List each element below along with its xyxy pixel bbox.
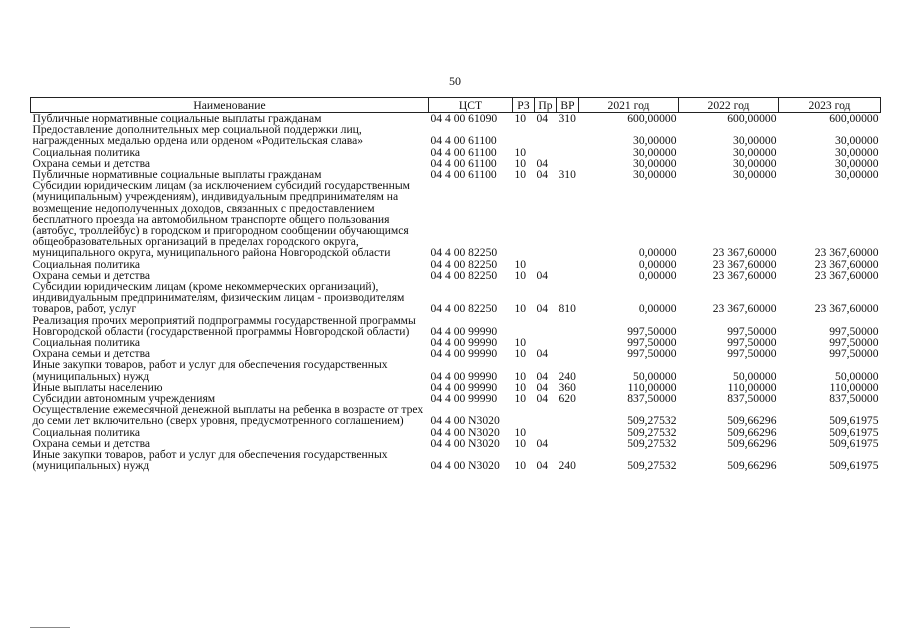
table-row [31, 315, 881, 337]
row-value-2023: 600,00000 [829, 112, 879, 125]
row-value-2023: 30,00000 [835, 156, 879, 170]
row-vr: 810 [558, 302, 576, 316]
row-name: Социальная политика [32, 425, 141, 439]
page-number: 50 [449, 74, 461, 88]
row-pr [535, 404, 557, 426]
row-pr: 04 [536, 168, 549, 182]
row-name: Социальная политика [32, 145, 141, 159]
row-rz: 10 [514, 369, 527, 383]
row-name: Иные выплаты населению [32, 380, 163, 394]
row-rz: 10 [514, 257, 527, 271]
row-name: Публичные нормативные социальные выплаты гражданам [32, 112, 322, 125]
row-value-2022: 23 367,60000 [712, 257, 777, 271]
budget-table [30, 97, 881, 472]
row-value-2023: 509,61975 [829, 436, 879, 450]
row-value-2023: 23 367,60000 [814, 246, 879, 260]
row-name: Реализация прочих мероприятий подпрограммы государственной программы Новгородской области (государственной программы Новгородской области) [32, 313, 416, 338]
row-cst: 04 4 00 99990 [430, 324, 498, 338]
row-name: Субсидии юридическим лицам (за исключением субсидий государственным (муниципальным) учреждениям), индивидуальным предпринимателям на возмещение недополученных доходов, связанных с предоставлением бесплатного проезда на автомобильном транспорте общего пользования (автобус, троллейбус) в городском и пригородном сообщении обучающимся общеобразовательных организаций в пределах городского округа, муниципального округа, муниципального района Новгородской области [32, 179, 410, 260]
row-name: Охрана семьи и детства [32, 268, 151, 282]
row-rz: 10 [514, 112, 527, 125]
row-value-2022: 509,66296 [727, 436, 777, 450]
row-value-2023: 23 367,60000 [814, 257, 879, 271]
table-row [31, 449, 881, 471]
table-row [31, 180, 881, 258]
row-vr: 310 [558, 168, 576, 182]
header-vr: ВР [557, 98, 579, 113]
row-name: Охрана семьи и детства [32, 347, 151, 361]
row-vr [557, 404, 579, 426]
row-value-2023: 509,61975 [829, 459, 879, 473]
row-value-2021: 509,27532 [627, 459, 677, 473]
row-cst: 04 4 00 61100 [430, 168, 497, 182]
row-value-2021: 30,00000 [633, 134, 677, 148]
header-2022: 2022 год [679, 98, 779, 113]
row-vr [557, 259, 579, 270]
header-cst: ЦСТ [429, 98, 513, 113]
row-value-2023: 30,00000 [835, 134, 879, 148]
row-value-2021: 600,00000 [627, 112, 677, 125]
row-value-2022: 509,66296 [727, 425, 777, 439]
row-vr [557, 124, 579, 146]
table-row [31, 124, 881, 146]
row-pr: 04 [536, 392, 549, 406]
row-name: Охрана семьи и детства [32, 156, 151, 170]
row-pr: 04 [536, 436, 549, 450]
row-rz: 10 [514, 425, 527, 439]
row-value-2021: 30,00000 [633, 145, 677, 159]
row-pr: 04 [536, 347, 549, 361]
row-rz [513, 124, 535, 146]
row-value-2022: 110,00000 [727, 380, 777, 394]
row-cst: 04 4 00 N3020 [430, 459, 500, 473]
row-rz: 10 [514, 268, 527, 282]
row-value-2021: 0,00000 [638, 246, 677, 260]
row-cst: 04 4 00 82250 [430, 246, 498, 260]
row-value-2021: 0,00000 [638, 268, 677, 282]
row-rz [513, 404, 535, 426]
row-rz: 10 [514, 145, 527, 159]
header-rz: РЗ [513, 98, 535, 113]
row-name: Социальная политика [32, 257, 141, 271]
row-value-2023: 997,50000 [829, 324, 879, 338]
table-header-row [31, 98, 881, 113]
row-value-2023: 997,50000 [829, 336, 879, 350]
row-value-2022: 30,00000 [733, 156, 777, 170]
row-name: Субсидии юридическим лицам (кроме некоммерческих организаций), индивидуальным предпринимателям, физическим лицам - производителям товаров, работ, услуг [32, 280, 405, 316]
row-value-2021: 997,50000 [627, 347, 677, 361]
row-cst: 04 4 00 82250 [430, 257, 498, 271]
row-cst: 04 4 00 82250 [430, 302, 498, 316]
row-value-2023: 997,50000 [829, 347, 879, 361]
row-cst: 04 4 00 61100 [430, 134, 497, 148]
row-value-2023: 110,00000 [829, 380, 879, 394]
row-value-2021: 0,00000 [638, 257, 677, 271]
row-cst: 04 4 00 N3020 [430, 425, 500, 439]
row-cst: 04 4 00 99990 [430, 369, 498, 383]
row-value-2023: 509,61975 [829, 414, 879, 428]
row-cst: 04 4 00 61090 [430, 112, 498, 125]
row-name: Публичные нормативные социальные выплаты гражданам [32, 168, 322, 182]
row-pr: 04 [536, 380, 549, 394]
row-name: Социальная политика [32, 336, 141, 350]
row-cst: 04 4 00 99990 [430, 380, 498, 394]
row-vr [557, 270, 579, 281]
row-value-2022: 837,50000 [727, 392, 777, 406]
header-2021: 2021 год [579, 98, 679, 113]
row-pr [535, 180, 557, 258]
row-value-2023: 30,00000 [835, 168, 879, 182]
row-value-2022: 30,00000 [733, 145, 777, 159]
row-value-2021: 509,27532 [627, 414, 677, 428]
row-vr [557, 438, 579, 449]
row-cst: 04 4 00 N3020 [430, 436, 500, 450]
row-value-2021: 110,00000 [627, 380, 677, 394]
row-value-2021: 509,27532 [627, 436, 677, 450]
row-cst: 04 4 00 61100 [430, 145, 497, 159]
row-value-2021: 997,50000 [627, 324, 677, 338]
row-value-2021: 0,00000 [638, 302, 677, 316]
row-value-2023: 30,00000 [835, 145, 879, 159]
row-rz: 10 [514, 436, 527, 450]
row-pr [535, 124, 557, 146]
row-value-2022: 30,00000 [733, 168, 777, 182]
row-rz: 10 [514, 380, 527, 394]
header-2023: 2023 год [779, 98, 881, 113]
table-row [31, 359, 881, 381]
header-pr: Пр [535, 98, 557, 113]
row-value-2021: 30,00000 [633, 156, 677, 170]
row-cst: 04 4 00 82250 [430, 268, 498, 282]
row-value-2021: 837,50000 [627, 392, 677, 406]
table-row [31, 281, 881, 315]
row-value-2022: 509,66296 [727, 414, 777, 428]
row-vr: 310 [558, 112, 576, 125]
row-cst: 04 4 00 99990 [430, 336, 498, 350]
row-value-2021: 30,00000 [633, 168, 677, 182]
row-rz: 10 [514, 156, 527, 170]
row-value-2022: 50,00000 [733, 369, 777, 383]
row-name: Охрана семьи и детства [32, 436, 151, 450]
row-vr: 360 [558, 380, 576, 394]
row-rz: 10 [514, 392, 527, 406]
row-name: Иные закупки товаров, работ и услуг для обеспечения государственных (муниципальных) нужд [32, 358, 388, 383]
row-value-2022: 23 367,60000 [712, 246, 777, 260]
row-value-2022: 997,50000 [727, 336, 777, 350]
row-pr: 04 [536, 112, 549, 125]
row-pr [535, 315, 557, 337]
row-vr: 620 [558, 392, 576, 406]
table-body [31, 113, 881, 472]
row-vr [557, 337, 579, 348]
row-rz: 10 [514, 302, 527, 316]
row-value-2021: 997,50000 [627, 336, 677, 350]
row-name: Осуществление ежемесячной денежной выплаты на ребенка в возрасте от трех до семи лет включительно (сверх уровня, предусмотренного соглашением) [32, 403, 424, 428]
row-cst: 04 4 00 61100 [430, 156, 497, 170]
table-row [31, 404, 881, 426]
row-cst: 04 4 00 99990 [430, 392, 498, 406]
row-rz: 10 [514, 347, 527, 361]
row-value-2022: 23 367,60000 [712, 302, 777, 316]
row-name: Иные закупки товаров, работ и услуг для обеспечения государственных (муниципальных) нужд [32, 448, 388, 473]
row-value-2021: 50,00000 [633, 369, 677, 383]
row-vr: 240 [558, 459, 576, 473]
row-rz: 10 [514, 459, 527, 473]
row-name: Предоставление дополнительных мер социальной поддержки лиц, награжденных медалью ордена или орденом «Родительская слава» [32, 123, 364, 148]
row-value-2022: 997,50000 [727, 324, 777, 338]
row-pr: 04 [536, 369, 549, 383]
row-name: Субсидии автономным учреждениям [32, 392, 216, 406]
row-value-2022: 509,66296 [727, 459, 777, 473]
row-vr [557, 315, 579, 337]
header-name: Наименование [31, 98, 429, 113]
row-rz [513, 315, 535, 337]
row-value-2022: 997,50000 [727, 347, 777, 361]
row-value-2022: 600,00000 [727, 112, 777, 125]
row-value-2022: 23 367,60000 [712, 268, 777, 282]
footer-rule [30, 627, 70, 628]
row-rz [513, 180, 535, 258]
row-value-2022: 30,00000 [733, 134, 777, 148]
row-pr: 04 [536, 156, 549, 170]
row-value-2023: 23 367,60000 [814, 268, 879, 282]
row-cst: 04 4 00 N3020 [430, 414, 500, 428]
row-vr: 240 [558, 369, 576, 383]
row-value-2021: 509,27532 [627, 425, 677, 439]
row-rz: 10 [514, 336, 527, 350]
row-vr [557, 427, 579, 438]
row-value-2023: 509,61975 [829, 425, 879, 439]
row-pr: 04 [536, 302, 549, 316]
row-value-2023: 837,50000 [829, 392, 879, 406]
row-pr: 04 [536, 459, 549, 473]
row-pr: 04 [536, 268, 549, 282]
row-vr [557, 348, 579, 359]
row-cst: 04 4 00 99990 [430, 347, 498, 361]
row-vr [557, 147, 579, 158]
row-value-2023: 23 367,60000 [814, 302, 879, 316]
row-rz: 10 [514, 168, 527, 182]
row-value-2023: 50,00000 [835, 369, 879, 383]
row-vr [557, 180, 579, 258]
